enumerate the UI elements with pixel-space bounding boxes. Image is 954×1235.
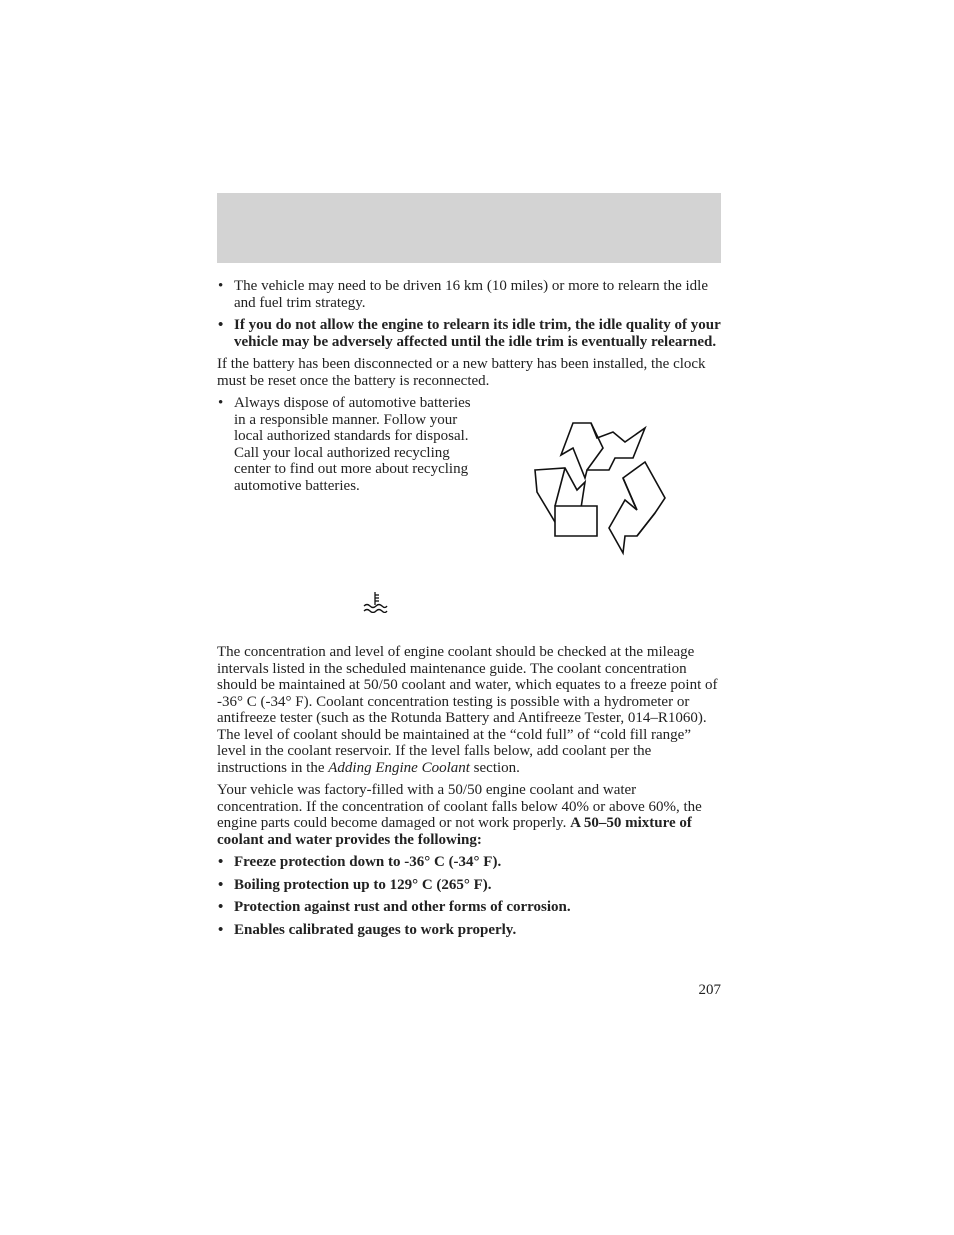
list-item [217, 278, 721, 311]
bullet-dot: • [218, 899, 224, 915]
bullet-dot: • [218, 854, 224, 870]
coolant-check-text-end: section. [469, 759, 520, 776]
recycle-icon [525, 418, 670, 558]
factory-fill-text: Your vehicle was factory-filled with a 50/50 engine coolant and water concentration. If the concentration of coolant falls below 40% or above 60%, the engine parts could become damaged or not work properly. [217, 782, 702, 831]
factory-fill-paragraph [217, 782, 721, 848]
relearn-drive-text: The vehicle may need to be driven 16 km (10 miles) or more to relearn the idle and fuel trim strategy. [234, 278, 709, 311]
bullet-dot: • [218, 317, 224, 333]
idle-trim-warning: If you do not allow the engine to relearn its idle trim, the idle quality of your vehicle may be adversely affected until the idle trim is eventually relearned. [234, 317, 721, 350]
benefit-boiling: Boiling protection up to 129° C (265° F). [234, 876, 492, 893]
list-item [217, 854, 721, 871]
list-item [217, 317, 721, 350]
coolant-temperature-icon [362, 591, 388, 613]
bullet-dot: • [218, 921, 224, 938]
coolant-section [217, 644, 721, 938]
benefit-corrosion: Protection against rust and other forms of corrosion. [234, 899, 571, 915]
bullet-dot: • [218, 876, 224, 893]
bullet-dot: • [218, 278, 224, 294]
bullet-dot: • [218, 395, 224, 411]
list-item [217, 899, 721, 916]
list-item [217, 395, 474, 494]
dispose-batteries-text: Always dispose of automotive batteries in a responsible manner. Follow your local authorized standards for disposal. Call your local authorized recycling center to find out more about recycling automotive batteries. [234, 395, 471, 494]
coolant-check-paragraph [217, 644, 721, 776]
coolant-check-text: The concentration and level of engine coolant should be checked at the mileage intervals listed in the scheduled maintenance guide. The coolant concentration should be maintained at 50/50 coolant and water, which equates to a freeze point of -36° C (-34° F). Coolant concentration testing is possible with a hydrometer or antifreeze tester (such as the Rotunda Battery and Antifreeze Tester, 014–R1060). The level of coolant should be maintained at the “cold full” of “cold fill range” level in the coolant reservoir. If the level falls below, add coolant per the instructions in the [217, 644, 718, 776]
clock-reset-paragraph: If the battery has been disconnected or a new battery has been installed, the clock must be reset once the battery is reconnected. [217, 356, 706, 389]
page-number: 207 [698, 982, 721, 998]
benefit-freeze: Freeze protection down to -36° C (-34° F). [234, 854, 502, 870]
section-header-band [217, 193, 721, 263]
list-item [217, 877, 721, 894]
mixture-benefits-intro: A 50–50 mixture of coolant and water provides the following: [217, 815, 692, 848]
adding-coolant-reference: Adding Engine Coolant [328, 759, 470, 776]
benefit-gauges: Enables calibrated gauges to work properly. [234, 921, 517, 938]
list-item [217, 922, 721, 939]
